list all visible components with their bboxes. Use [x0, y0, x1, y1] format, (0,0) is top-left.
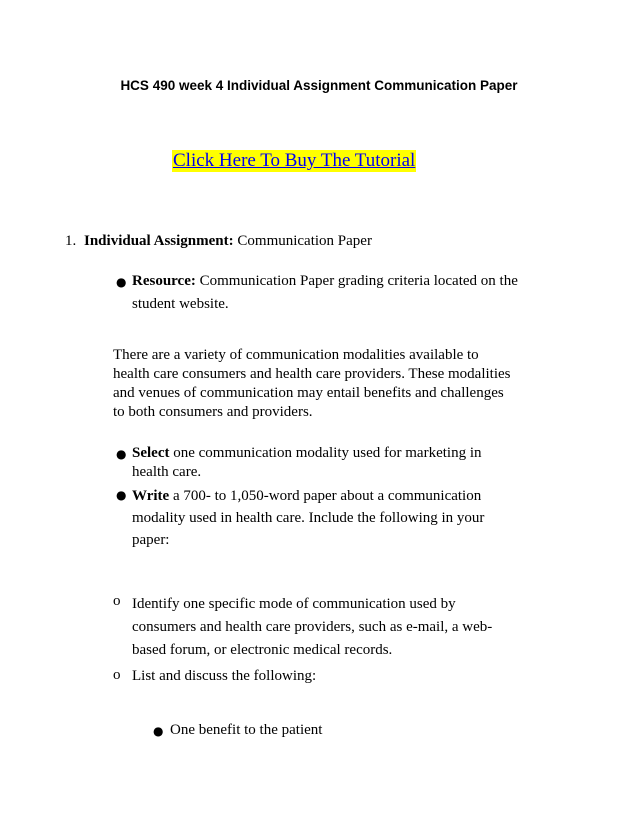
- list-number: 1.: [65, 233, 77, 249]
- bullet-icon: ●: [116, 275, 127, 289]
- list-discuss-item: List and discuss the following:: [132, 668, 317, 684]
- select-item: [132, 444, 572, 482]
- write-line-2: modality used in health care. Include the following in your: [132, 510, 485, 526]
- benefit-item: One benefit to the patient: [170, 722, 323, 738]
- write-item: [132, 485, 572, 551]
- identify-item: [132, 593, 572, 662]
- bullet-icon: ●: [116, 488, 127, 502]
- select-line-1: one communication modality used for marketing in: [169, 445, 482, 461]
- paragraph-line: and venues of communication may entail benefits and challenges: [113, 385, 504, 401]
- bullet-icon: ●: [153, 724, 164, 738]
- resource-line-2: student website.: [132, 296, 229, 312]
- identify-line: consumers and health care providers, such as e-mail, a web-: [132, 619, 493, 635]
- write-label: Write: [132, 488, 170, 504]
- o-bullet-icon: o: [113, 593, 121, 609]
- write-line-3: paper:: [132, 532, 170, 548]
- assignment-label: Individual Assignment:: [84, 233, 234, 249]
- identify-line: based forum, or electronic medical records.: [132, 642, 393, 658]
- paragraph-line: to both consumers and providers.: [113, 404, 313, 420]
- intro-paragraph: [113, 346, 583, 422]
- document-title: HCS 490 week 4 Individual Assignment Communication Paper: [120, 78, 518, 93]
- resource-item: [132, 272, 572, 314]
- select-line-2: health care.: [132, 464, 202, 480]
- assignment-heading: [84, 232, 372, 251]
- o-bullet-icon: o: [113, 667, 121, 683]
- bullet-icon: ●: [116, 447, 127, 461]
- write-line-1: a 700- to 1,050-word paper about a communication: [169, 488, 482, 504]
- identify-line: Identify one specific mode of communication used by: [132, 596, 456, 612]
- paragraph-line: There are a variety of communication modalities available to: [113, 347, 479, 363]
- select-label: Select: [132, 445, 170, 461]
- paragraph-line: health care consumers and health care providers. These modalities: [113, 366, 511, 382]
- assignment-name: Communication Paper: [233, 233, 372, 249]
- buy-tutorial-link[interactable]: Click Here To Buy The Tutorial: [173, 150, 416, 171]
- resource-line-1: Communication Paper grading criteria located on the: [195, 273, 518, 289]
- resource-label: Resource:: [132, 273, 196, 289]
